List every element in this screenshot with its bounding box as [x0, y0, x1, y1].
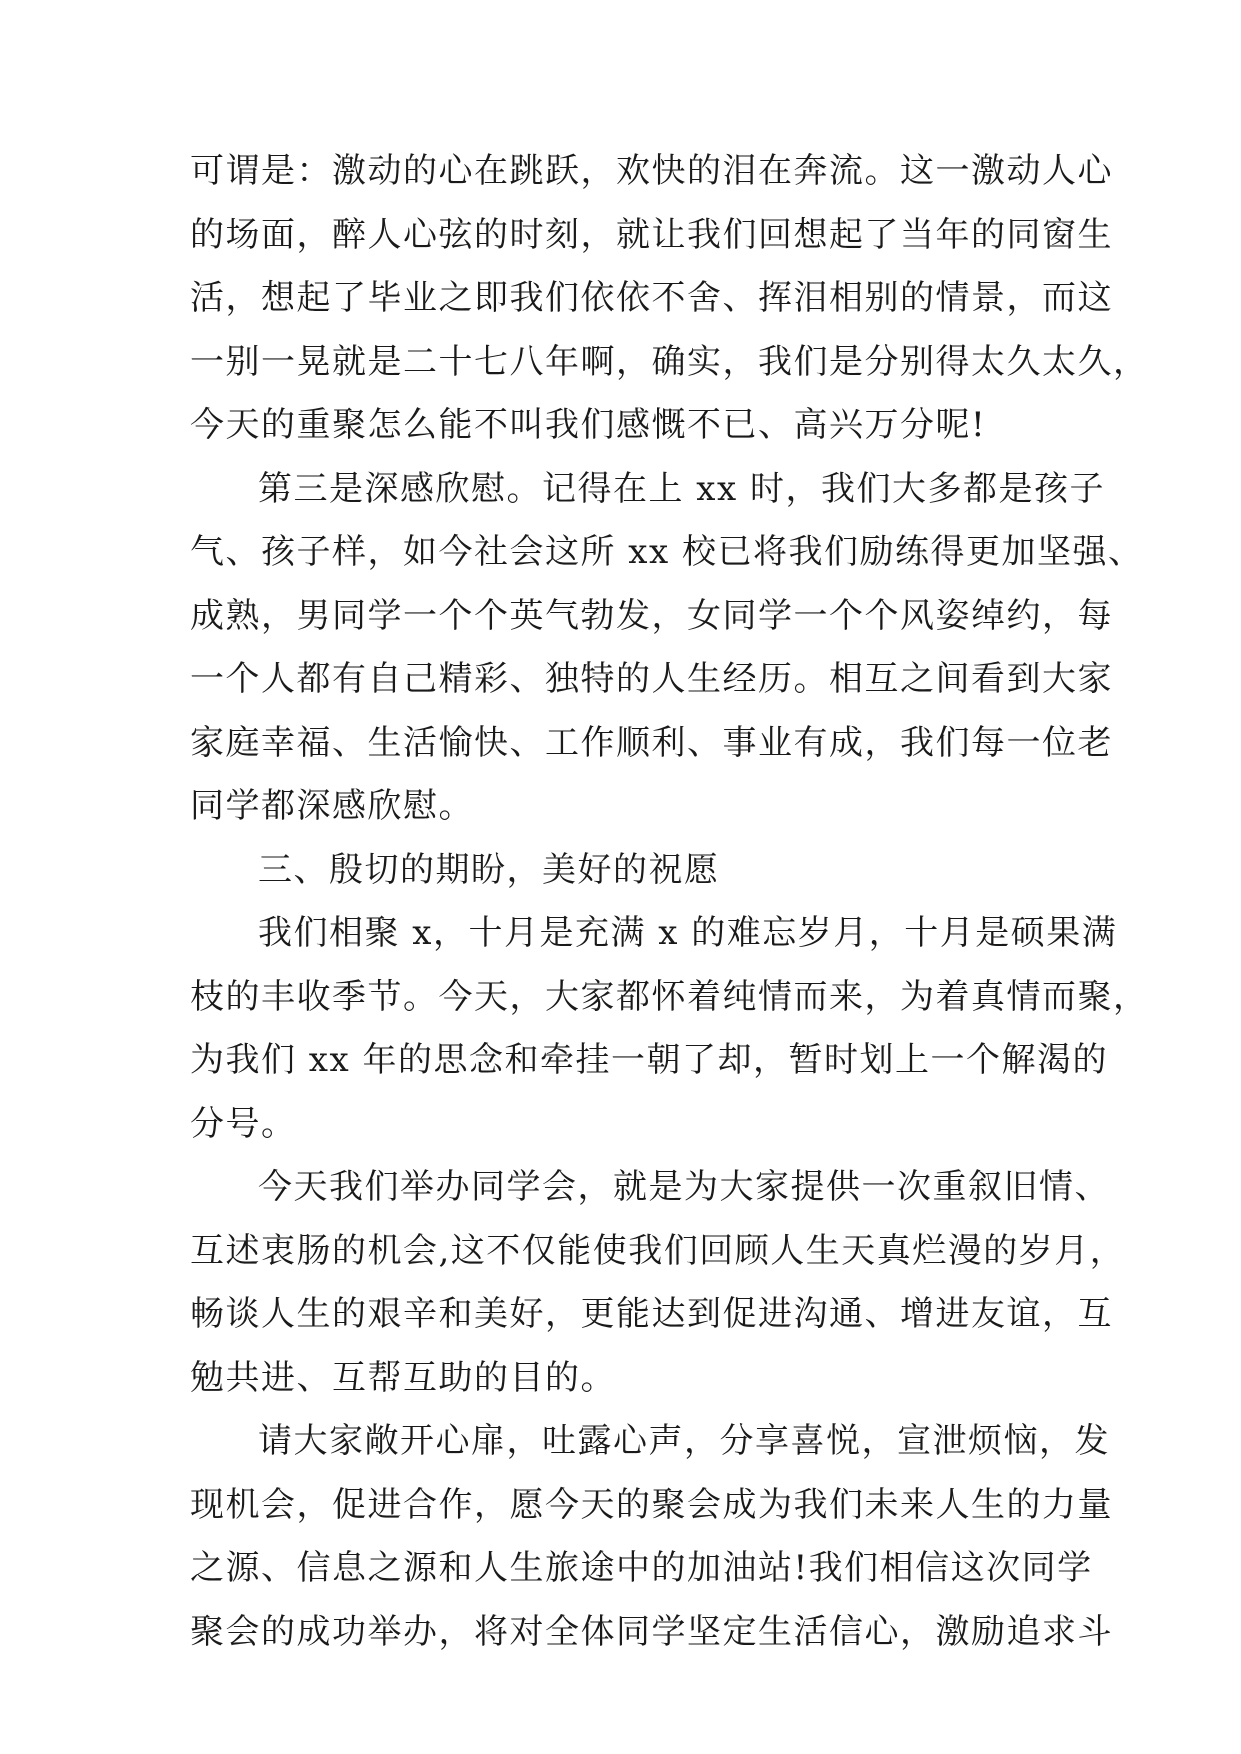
text-line: 现机会，促进合作，愿今天的聚会成为我们未来人生的力量 [190, 1484, 1113, 1525]
text-line: 一别一晃就是二十七八年啊，确实，我们是分别得太久太久， [190, 341, 1149, 382]
text-line: 之源、信息之源和人生旅途中的加油站!我们相信这次同学 [190, 1548, 1093, 1588]
text-line: 互述衷肠的机会,这不仅能使我们回顾人生天真烂漫的岁月， [190, 1230, 1126, 1271]
text-line: 畅谈人生的艰辛和美好，更能达到促进沟通、增进友谊，互 [190, 1294, 1113, 1334]
text-line: 三、殷切的期盼，美好的祝愿 [258, 849, 720, 890]
text-line: 请大家敞开心扉，吐露心声，分享喜悦，宣泄烦恼，发 [258, 1421, 1110, 1461]
text-line: 今天我们举办同学会，就是为大家提供一次重叙旧情、 [258, 1167, 1110, 1207]
text-line: 成熟，男同学一个个英气勃发，女同学一个个风姿绰约，每 [190, 595, 1113, 636]
text-line: 气、孩子样，如今社会这所 xx 校已将我们励练得更加坚强、 [190, 532, 1144, 572]
text-line: 可谓是：激动的心在跳跃，欢快的泪在奔流。这一激动人心 [190, 151, 1113, 191]
text-line: 家庭幸福、生活愉快、工作顺利、事业有成，我们每一位老 [190, 722, 1113, 763]
text-line: 同学都深感欣慰。 [190, 786, 474, 826]
text-line: 枝的丰收季节。今天，大家都怀着纯情而来，为着真情而聚， [190, 976, 1149, 1017]
document-body [190, 140, 1149, 1664]
text-line: 活，想起了毕业之即我们依依不舍、挥泪相别的情景，而这 [190, 278, 1113, 318]
text-line: 第三是深感欣慰。记得在上 xx 时，我们大多都是孩子 [258, 468, 1105, 509]
text-line: 的场面，醉人心弦的时刻，就让我们回想起了当年的同窗生 [190, 214, 1113, 255]
text-line: 今天的重聚怎么能不叫我们感慨不已、高兴万分呢! [190, 405, 987, 445]
text-line: 我们相聚 x，十月是充满 x 的难忘岁月，十月是硕果满 [258, 913, 1118, 953]
text-line: 为我们 xx 年的思念和牵挂一朝了却，暂时划上一个解渴的 [190, 1040, 1108, 1080]
text-line: 一个人都有自己精彩、独特的人生经历。相互之间看到大家 [190, 659, 1113, 699]
text-line: 勉共进、互帮互助的目的。 [190, 1357, 616, 1398]
text-line: 聚会的成功举办，将对全体同学坚定生活信心，激励追求斗 [190, 1611, 1113, 1652]
text-line: 分号。 [190, 1103, 297, 1144]
